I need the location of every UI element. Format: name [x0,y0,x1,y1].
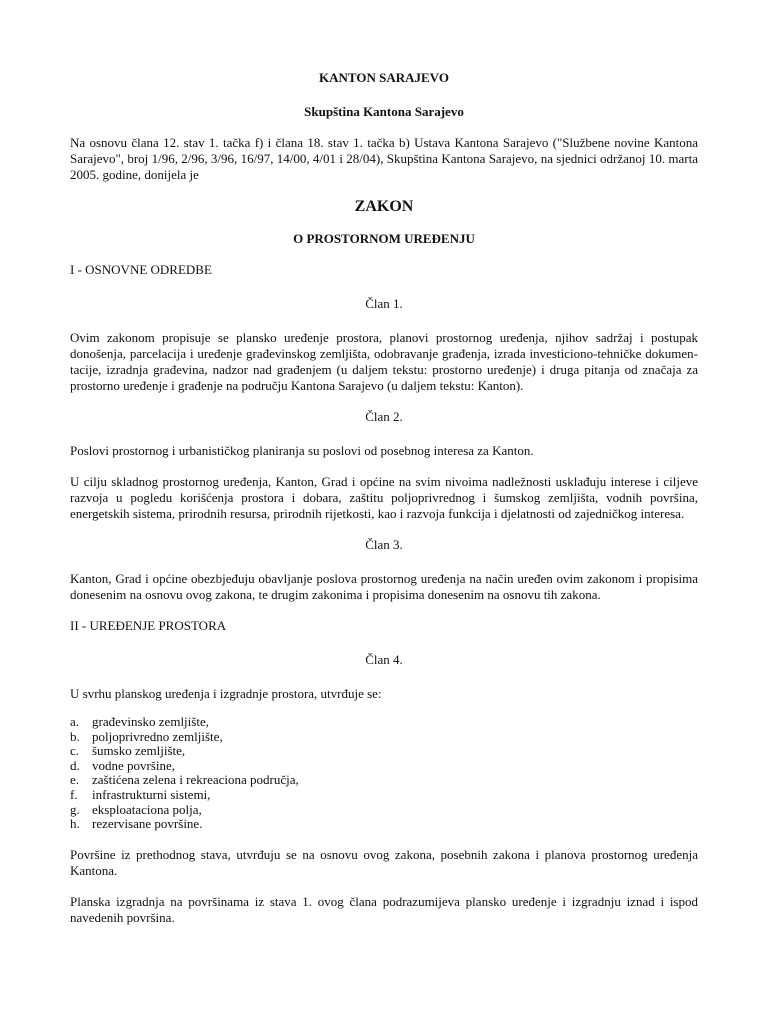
list-item-letter: f. [70,786,78,802]
article-4-paragraph-2: Površine iz prethodnog stava, utvrđuju se na osnovu ovog zakona, posebnih zakona i planova prostornog uređenja Kantona. [70,846,698,878]
canton-heading: KANTON SARAJEVO [319,70,449,85]
list-item-text: šumsko zemljište, [92,743,186,759]
list-item [70,730,698,745]
assembly-heading: Skupština Kantona Sarajevo [304,104,464,119]
list-item-letter: d. [70,757,80,773]
article-label-2: Član 2. [365,409,403,424]
article-label-1: Član 1. [365,296,403,311]
list-item [70,817,698,832]
list-item-letter: g. [70,801,80,817]
law-title: ZAKON [354,198,414,215]
article-1-paragraph: Ovim zakonom propisuje se plansko uređenje prostora, planovi prostornog uređenja, njihov sadržaj i postupak donošenja, parcelacija i uređenje građevinskog zemljišta, odobravanje građenja, izrada investiciono-tehničke dokumen- tacije, izradnja građevina, nadzor nad građenjem (u daljem tekstu: prostorno uređenje) i druga pitanja od značaja za prostorno uređenje i građenje na području Kantona Sarajevo (u daljem tekstu: Kanton). [70,330,698,393]
article-label-4: Član 4. [365,652,403,667]
preamble-paragraph: Na osnovu člana 12. stav 1. tačka f) i člana 18. stav 1. tačka b) Ustava Kantona Sarajevo ("Službene novine Kantona Sarajevo", broj 1/96, 2/96, 3/96, 16/97, 14/00, 4/01 i 28/04), Skupština Kantona Sarajevo, na sjednici održanoj 10. marta 2005. godine, donijela je [70,135,698,182]
section-heading-osnovne-odredbe: I - OSNOVNE ODREDBE [70,262,212,277]
list-item-text: građevinsko zemljište, [92,714,209,729]
list-item [70,759,698,774]
list-item-letter: b. [70,728,80,744]
article-4-paragraph-3: Planska izgradnja na površinama iz stava 1. ovog člana podrazumijeva plansko uređenje i izgradnju iznad i ispod navedenih površina. [70,893,698,925]
list-item-text: vodne površine, [92,757,176,773]
list-item-text: infrastrukturni sistemi, [92,786,211,802]
list-item [70,744,698,759]
list-item-letter: h. [70,816,80,832]
article-2-paragraph-2: U cilju skladnog prostornog uređenja, Kanton, Grad i općine na svim nivoima nadležnosti usklađuju interese i ciljeve razvoja u pogledu korišćenja prostora i dobara, zaštitu poljoprivrednog i šumskog zemljišta, vodnih površina, energetskih sistema, prirodnih resursa, prirodnih rijetkosti, kao i razvoja funkcija i djelatnosti od zajedničkog interesa. [70,474,698,521]
section-heading-uredjenje-prostora: II - UREĐENJE PROSTORA [70,618,227,633]
list-item-text: rezervisane površine. [92,816,203,832]
article-2-paragraph-1: Poslovi prostornog i urbanističkog planiranja su poslovi od posebnog interesa za Kanton. [70,443,534,458]
list-item-text: poljoprivredno zemljište, [92,728,223,744]
list-item [70,803,698,818]
list-item-text: eksploataciona polja, [92,801,202,817]
list-item [70,773,698,788]
document-content [70,70,698,941]
article-3-paragraph: Kanton, Grad i općine obezbjeđuju obavljanje poslova prostornog uređenja na način uređen ovim zakonom i propisima donesenim na osnovu ovog zakona, te drugim zakonima i propisima donesenim na osnovu tih zakona. [70,571,698,602]
article-4-intro: U svrhu planskog uređenja i izgradnje prostora, utvrđuje se: [70,686,382,701]
law-subtitle: O PROSTORNOM UREĐENJU [293,231,475,246]
list-item-letter: a. [70,714,80,729]
land-types-list [70,715,698,832]
list-item-letter: e. [70,772,80,788]
list-item [70,715,698,730]
list-item [70,788,698,803]
article-label-3: Član 3. [365,537,403,552]
list-item-text: zaštićena zelena i rekreaciona područja, [92,772,299,788]
list-item-letter: c. [70,743,80,759]
